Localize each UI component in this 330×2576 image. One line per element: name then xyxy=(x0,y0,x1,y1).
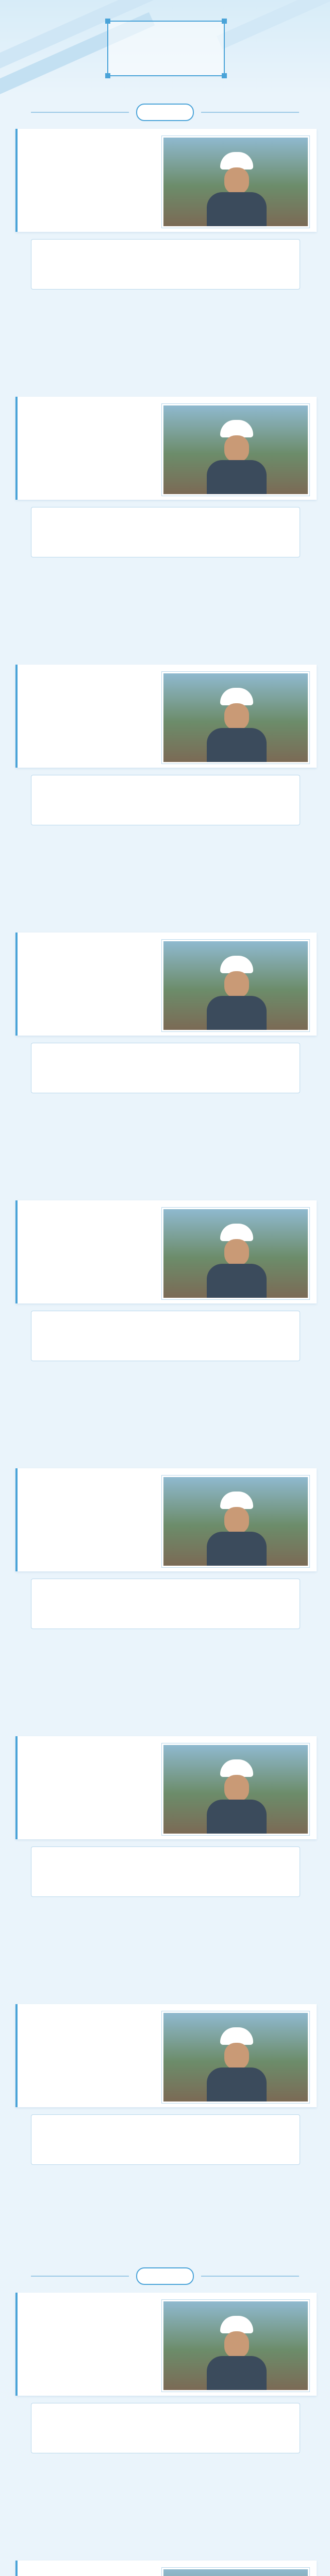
helmet-shape xyxy=(220,688,253,705)
page-title xyxy=(108,42,224,65)
helmet-shape xyxy=(220,420,253,437)
card-header xyxy=(15,1200,317,1303)
employee-description xyxy=(31,507,300,557)
frame-corner xyxy=(222,73,227,78)
face-shape xyxy=(224,703,249,730)
frame-corner xyxy=(105,73,110,78)
employee-description xyxy=(31,1043,300,1093)
employee-name xyxy=(28,2308,131,2317)
employee-photo xyxy=(162,2300,309,2392)
frame-corner xyxy=(222,19,227,24)
face-shape xyxy=(224,1775,249,1802)
header-banner xyxy=(0,0,330,95)
card-header xyxy=(15,2561,317,2576)
employee-description xyxy=(31,2403,300,2453)
helmet-shape xyxy=(220,1759,253,1777)
employee-description xyxy=(31,775,300,825)
torso-shape xyxy=(207,2356,267,2392)
employee-photo xyxy=(162,136,309,228)
employee-name xyxy=(28,680,131,689)
card-header xyxy=(15,397,317,500)
employee-name xyxy=(28,948,131,957)
torso-shape xyxy=(207,2067,267,2103)
face-shape xyxy=(224,1507,249,1534)
card-header xyxy=(15,1468,317,1571)
torso-shape xyxy=(207,192,267,228)
torso-shape xyxy=(207,996,267,1031)
face-shape xyxy=(224,971,249,998)
employee-photo xyxy=(162,940,309,1031)
divider xyxy=(31,2276,129,2277)
employee-photo xyxy=(162,1743,309,1835)
face-shape xyxy=(224,167,249,194)
helmet-shape xyxy=(220,1224,253,1241)
employee-photo xyxy=(162,404,309,496)
face-shape xyxy=(224,2331,249,2358)
employee-photo xyxy=(162,2011,309,2103)
card-header xyxy=(15,129,317,232)
employee-name xyxy=(28,1484,131,1493)
helmet-shape xyxy=(220,2027,253,2045)
torso-shape xyxy=(207,1264,267,1299)
decorative-stripe xyxy=(217,0,330,49)
face-shape xyxy=(224,1239,249,1266)
page-subtitle xyxy=(108,29,224,38)
employee-name xyxy=(28,144,131,154)
divider xyxy=(31,112,129,113)
employee-name xyxy=(28,1752,131,1761)
torso-shape xyxy=(207,728,267,764)
helmet-shape xyxy=(220,2316,253,2333)
employee-description xyxy=(31,2114,300,2165)
helmet-shape xyxy=(220,1492,253,1509)
section-heading-1 xyxy=(0,103,330,122)
card-header xyxy=(15,665,317,768)
divider xyxy=(201,112,299,113)
card-header xyxy=(15,2004,317,2107)
helmet-shape xyxy=(220,956,253,973)
employee-description xyxy=(31,239,300,290)
card-header xyxy=(15,2293,317,2396)
employee-description xyxy=(31,1579,300,1629)
helmet-shape xyxy=(220,152,253,170)
employee-name xyxy=(28,2020,131,2029)
section-heading-2 xyxy=(0,2267,330,2285)
employee-name xyxy=(28,1216,131,1225)
torso-shape xyxy=(207,460,267,496)
card-header xyxy=(15,933,317,1036)
employee-photo xyxy=(162,1476,309,1567)
frame-corner xyxy=(105,19,110,24)
section-label xyxy=(136,104,194,121)
section-label xyxy=(136,2267,194,2285)
employee-description xyxy=(31,1846,300,1897)
employee-photo xyxy=(162,2568,309,2576)
employee-photo xyxy=(162,1208,309,1299)
face-shape xyxy=(224,435,249,462)
employee-photo xyxy=(162,672,309,764)
title-frame xyxy=(107,21,225,76)
card-header xyxy=(15,1736,317,1839)
divider xyxy=(201,2276,299,2277)
face-shape xyxy=(224,2043,249,2070)
torso-shape xyxy=(207,1532,267,1567)
torso-shape xyxy=(207,1800,267,1835)
employee-description xyxy=(31,1311,300,1361)
employee-name xyxy=(28,412,131,421)
